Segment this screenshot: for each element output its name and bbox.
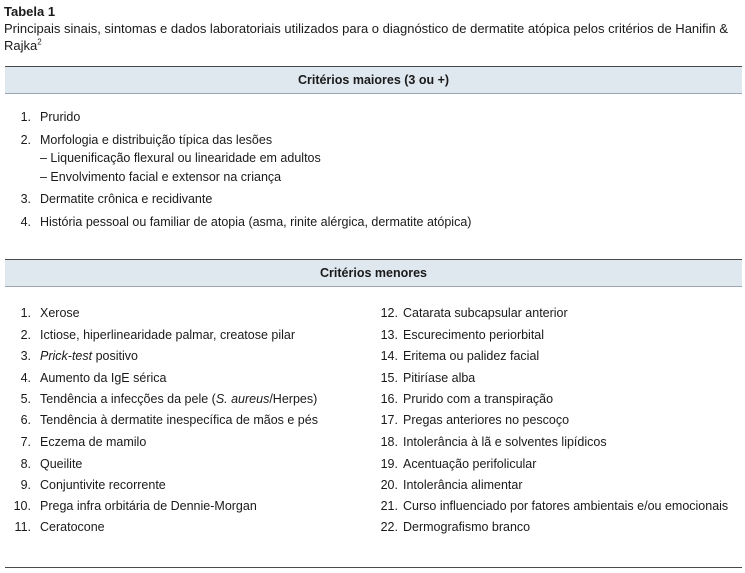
item-number: 4. [20,371,31,385]
item-number: 20. [380,478,398,492]
item-text: Eczema de mamilo [40,435,147,449]
item-text: Pregas anteriores no pescoço [403,413,570,427]
item-text: Intolerância à lã e solventes lipídicos [403,435,607,449]
item-text: Queilite [40,457,83,471]
item-number: 2. [20,133,31,147]
item-number: 21. [380,499,398,513]
table-caption [4,20,742,54]
item-text-italic: Prick-test [40,349,93,363]
item-text: Pitiríase alba [403,371,476,385]
major-criteria-header: Critérios maiores (3 ou +) [5,66,742,94]
item-number: 8. [20,457,31,471]
item-text: Morfologia e distribuição típica das lesões [40,133,273,147]
item-text: Prurido com a transpiração [403,392,554,406]
item-number: 9. [20,478,31,492]
item-number: 4. [20,215,31,229]
item-text: Dermografismo branco [403,520,531,534]
item-number: 19. [380,457,398,471]
table-bottom-rule [5,567,742,568]
item-number: 16. [380,392,398,406]
item-number: 11. [14,520,31,534]
major-subitem: – Liquenificação flexural ou linearidade em adultos [40,151,321,165]
item-number: 3. [20,192,31,206]
item-text: Conjuntivite recorrente [40,478,166,492]
item-text: Curso influenciado por fatores ambientais e/ou emocionais [403,499,729,513]
item-number: 15. [380,371,398,385]
item-text: Acentuação perifolicular [403,457,537,471]
item-number: 13. [380,328,398,342]
item-text: Ictiose, hiperlinearidade palmar, creatose pilar [40,328,295,342]
minor-criteria-header: Critérios menores [5,259,742,287]
major-subitem: – Envolvimento facial e extensor na criança [40,170,282,184]
item-text [40,391,317,407]
item-text: História pessoal ou familiar de atopia (asma, rinite alérgica, dermatite atópica) [40,215,472,229]
caption-reference: 2 [37,37,42,47]
item-number: 22. [380,520,398,534]
item-text: Prurido [40,110,81,124]
item-number: 6. [20,413,31,427]
item-number: 12. [380,306,398,320]
item-text: Aumento da IgE sérica [40,371,167,385]
item-number: 5. [20,392,31,406]
caption-text: Principais sinais, sintomas e dados laboratoriais utilizados para o diagnóstico de dermatite atópica pelos critérios de Hanifin & Rajka [4,21,729,53]
table-title: Tabela 1 [4,4,56,19]
item-text-rest: positivo [92,349,138,363]
item-number: 3. [20,349,31,363]
item-number: 18. [380,435,398,449]
item-number: 17. [380,413,398,427]
item-text: Escurecimento periorbital [403,328,545,342]
item-text: Dermatite crônica e recidivante [40,192,213,206]
item-number: 1. [20,110,31,124]
item-text-part-a: Tendência a infecções da pele ( [40,392,216,406]
item-number: 14. [380,349,398,363]
item-text: Tendência à dermatite inespecífica de mãos e pés [40,413,318,427]
item-text: Intolerância alimentar [403,478,523,492]
item-number: 2. [20,328,31,342]
item-number: 10. [13,499,31,513]
item-number: 7. [20,435,31,449]
item-text-part-b: /Herpes) [269,392,318,406]
item-text-italic: S. aureus [215,392,270,406]
item-text: Prega infra orbitária de Dennie-Morgan [40,499,257,513]
item-text: Catarata subcapsular anterior [403,306,568,320]
item-number: 1. [20,306,31,320]
item-text: Xerose [40,306,80,320]
item-text: Eritema ou palidez facial [403,349,540,363]
item-text: Ceratocone [40,520,105,534]
item-text [40,348,138,364]
